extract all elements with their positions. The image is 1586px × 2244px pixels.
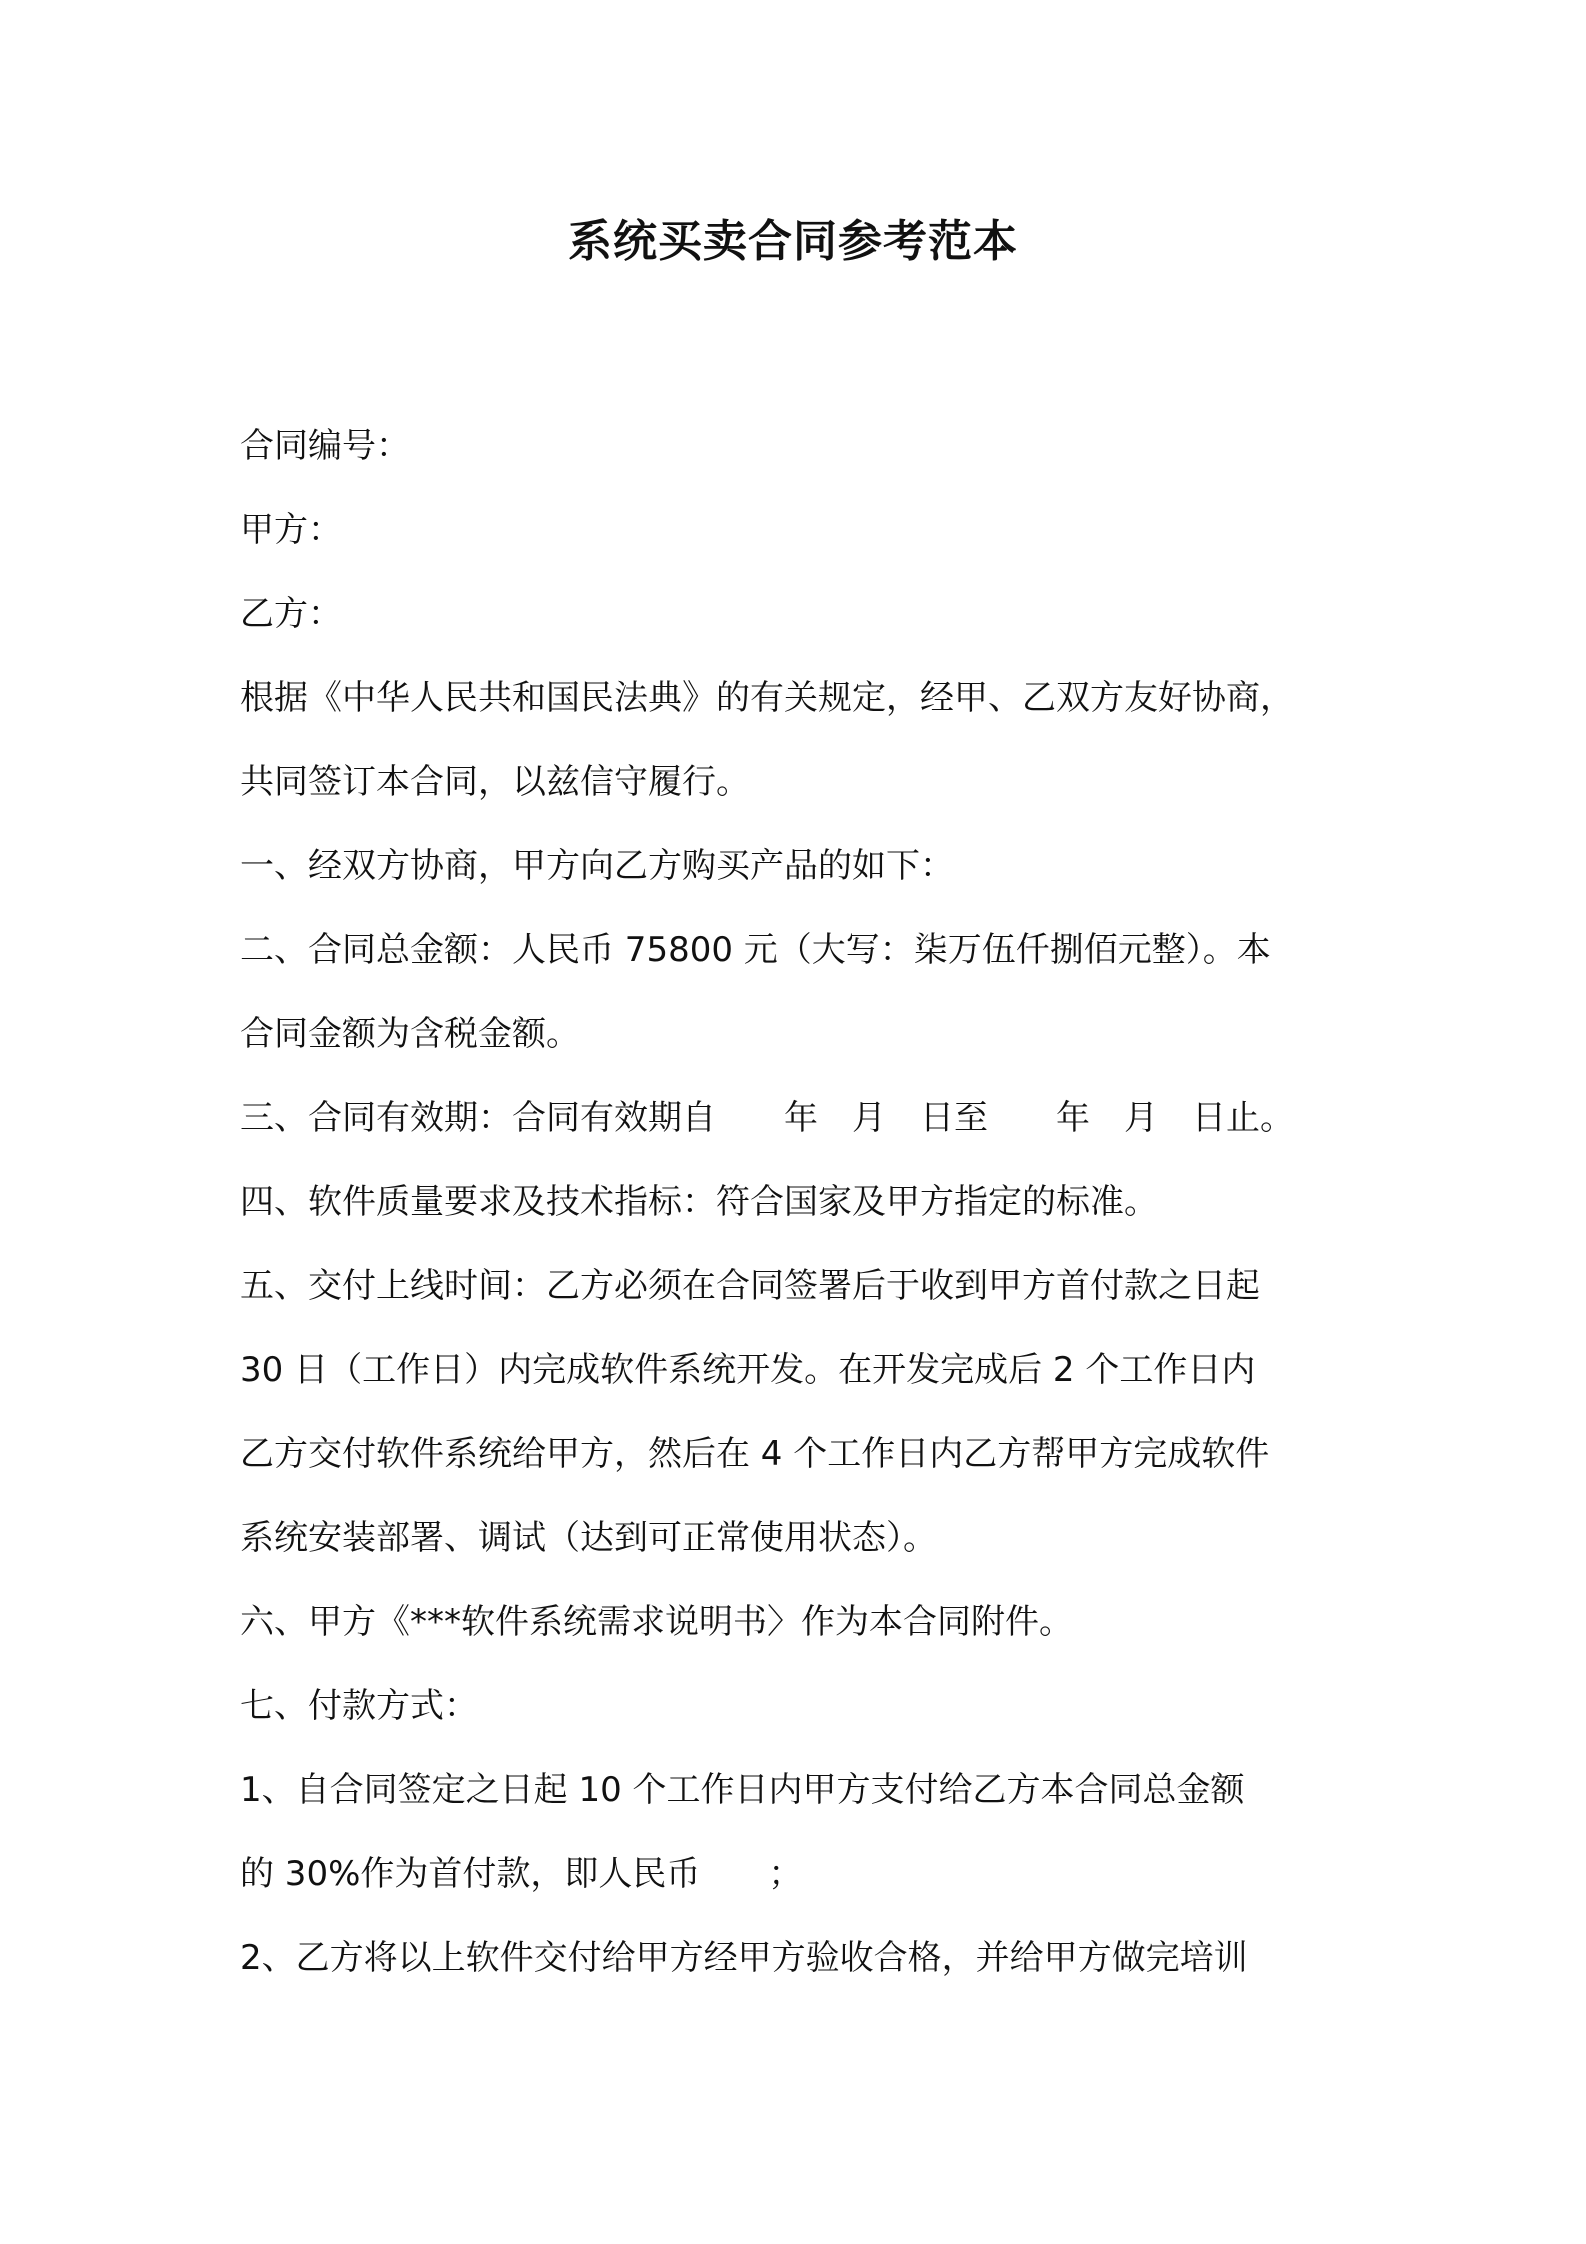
- payment-item-1-line-1: 1、自合同签定之日起 10 个工作日内甲方支付给乙方本合同总金额: [240, 1770, 1245, 1810]
- payment-item-2-line-1: 2、乙方将以上软件交付给甲方经甲方验收合格，并给甲方做完培训: [240, 1938, 1248, 1978]
- party-a-line: 甲方：: [240, 510, 342, 550]
- clause-3-line: 三、合同有效期：合同有效期自 年 月 日至 年 月 日止。: [240, 1098, 1294, 1138]
- party-b-line: 乙方：: [240, 594, 342, 634]
- clause-2-line-1: 二、合同总金额：人民币 75800 元（大写：柒万伍仟捌佰元整）。本: [240, 930, 1271, 970]
- clause-5-line-1: 五、交付上线时间：乙方必须在合同签署后于收到甲方首付款之日起: [240, 1266, 1260, 1306]
- clause-5-line-4: 系统安装部署、调试（达到可正常使用状态）。: [240, 1518, 937, 1558]
- contract-number-line: 合同编号：: [240, 426, 410, 466]
- clause-2-line-2: 合同金额为含税金额。: [240, 1014, 580, 1054]
- preamble-line-1: 根据《中华人民共和国民法典》的有关规定，经甲、乙双方友好协商，: [240, 678, 1294, 718]
- clause-4-line: 四、软件质量要求及技术指标：符合国家及甲方指定的标准。: [240, 1182, 1158, 1222]
- document-body: [240, 404, 1360, 2000]
- clause-1-line: 一、经双方协商，甲方向乙方购买产品的如下：: [240, 846, 954, 886]
- clause-5-line-3: 乙方交付软件系统给甲方，然后在 4 个工作日内乙方帮甲方完成软件: [240, 1434, 1270, 1474]
- clause-6-line: 六、甲方《***软件系统需求说明书〉作为本合同附件。: [240, 1602, 1073, 1642]
- preamble-line-2: 共同签订本合同，以兹信守履行。: [240, 762, 750, 802]
- clause-5-line-2: 30 日（工作日）内完成软件系统开发。在开发完成后 2 个工作日内: [240, 1350, 1256, 1390]
- document-title: 系统买卖合同参考范本: [568, 216, 1018, 267]
- clause-7-heading: 七、付款方式：: [240, 1686, 478, 1726]
- payment-item-1-line-2: 的 30%作为首付款，即人民币 ；: [240, 1854, 803, 1894]
